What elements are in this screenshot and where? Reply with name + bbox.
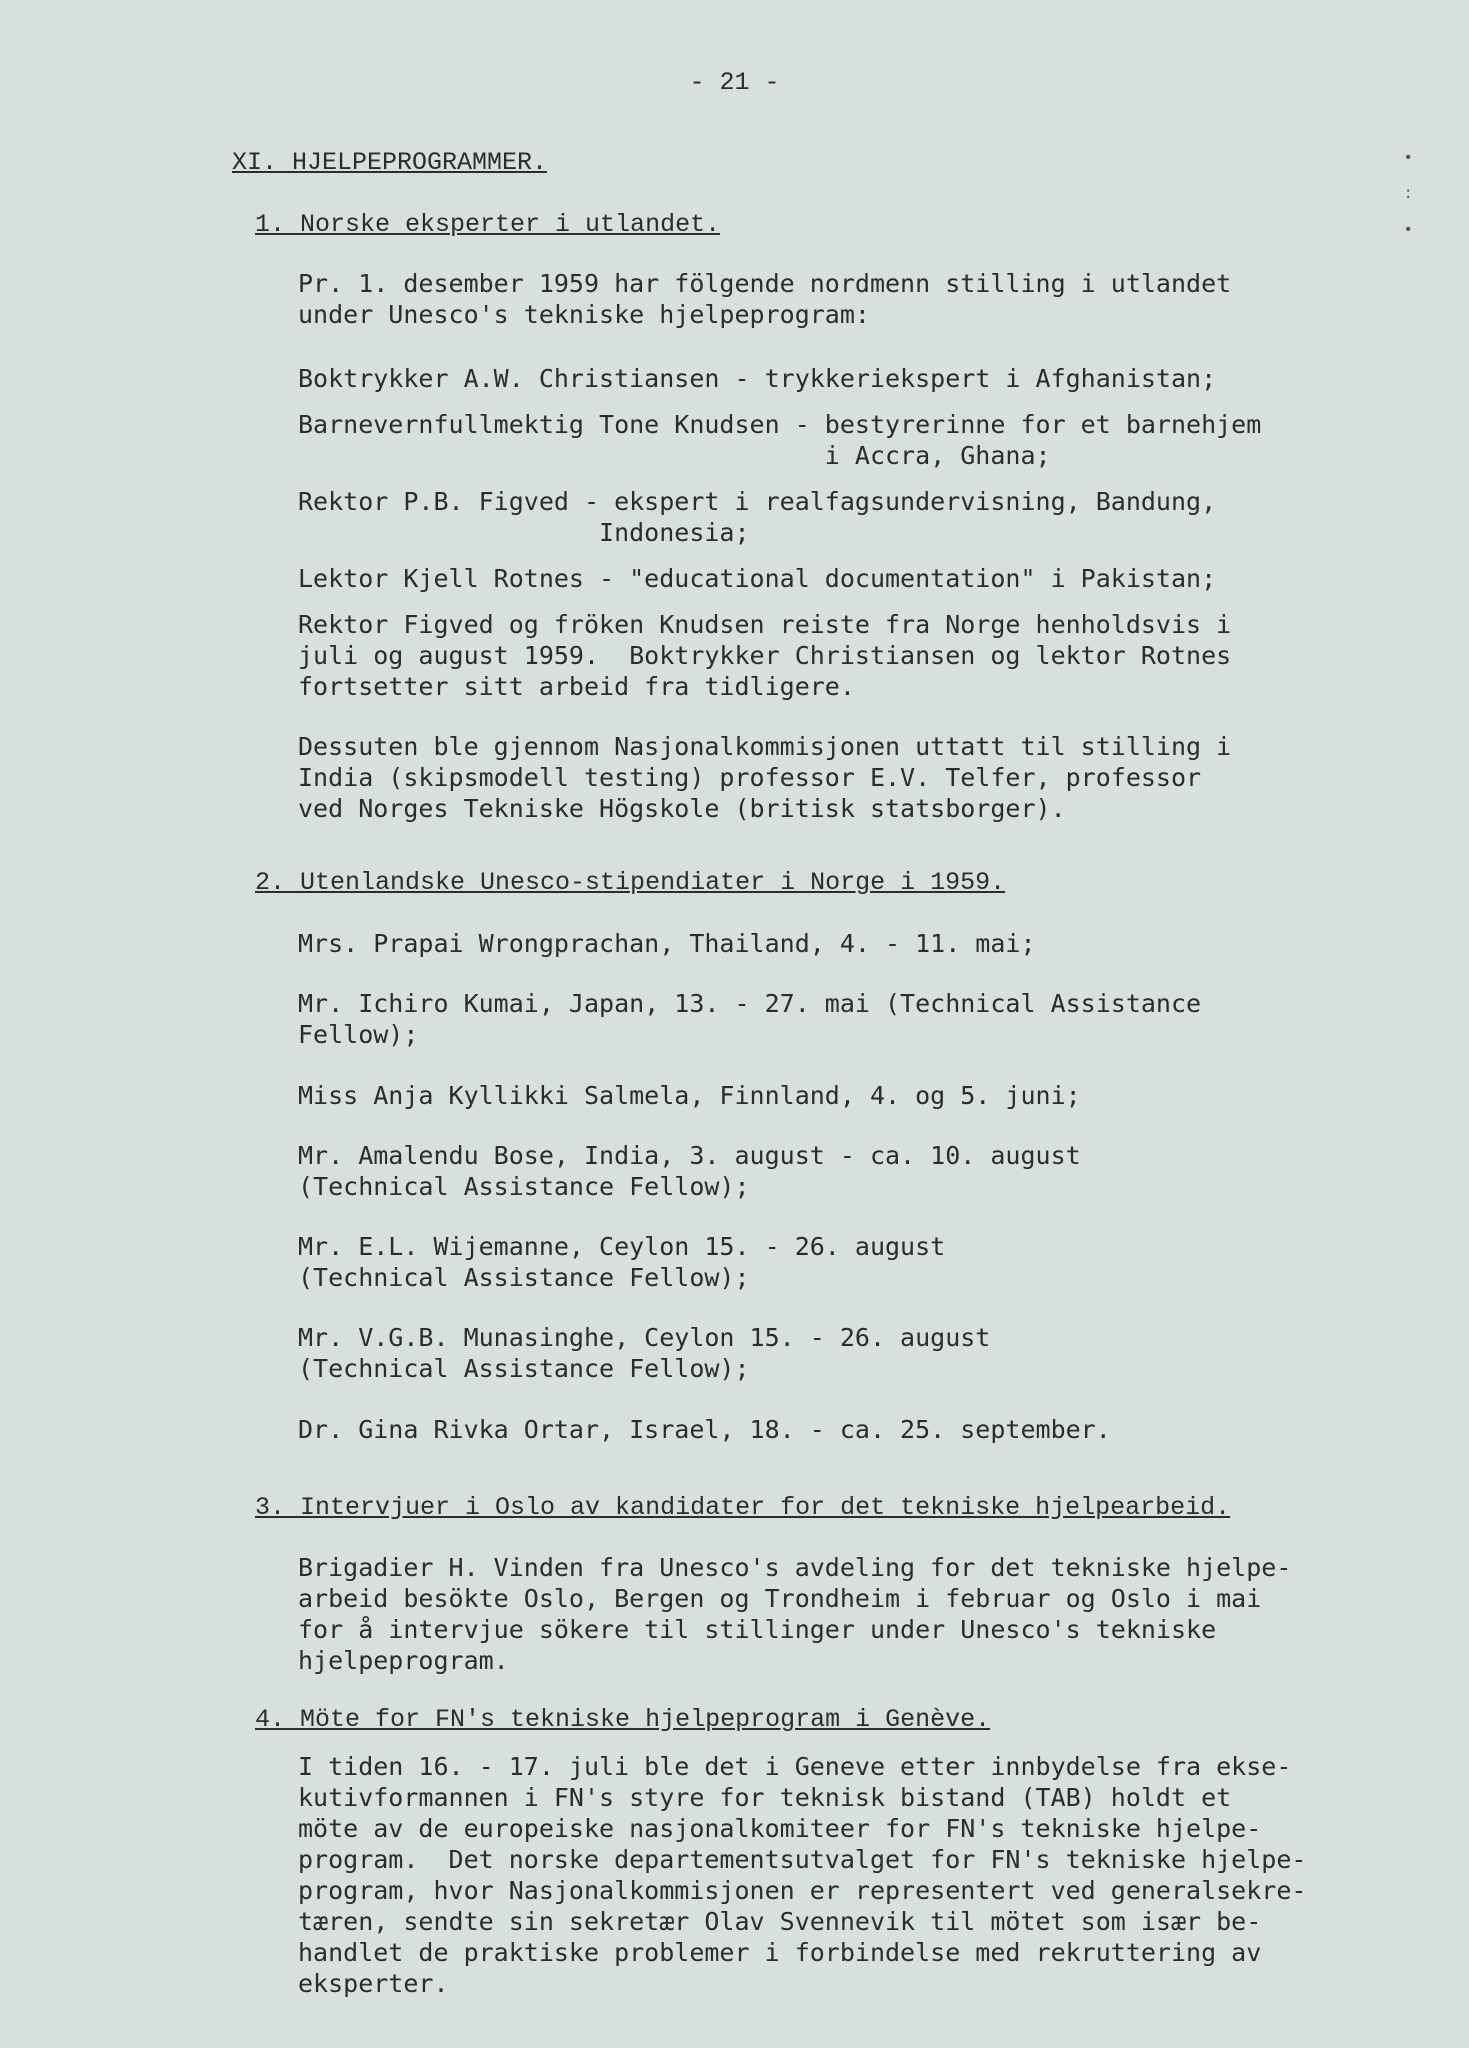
list-item-wrongprachan: Mrs. Prapai Wrongprachan, Thailand, 4. - 11. mai;	[298, 929, 1036, 958]
list-item-wijemanne: Mr. E.L. Wijemanne, Ceylon 15. - 26. august (Technical Assistance Fellow);	[298, 1232, 946, 1292]
paragraph-christiansen: Boktrykker A.W. Christiansen - trykkeriekspert i Afghanistan;	[298, 364, 1217, 393]
list-item-bose: Mr. Amalendu Bose, India, 3. august - ca. 10. august (Technical Assistance Fellow);	[298, 1141, 1081, 1201]
paragraph-figved: Rektor P.B. Figved - ekspert i realfagsundervisning, Bandung, Indonesia;	[298, 487, 1217, 547]
heading-stipendiater: 2. Utenlandske Unesco-stipendiater i Norge i 1959.	[255, 868, 1006, 897]
paragraph-vinden: Brigadier H. Vinden fra Unesco's avdeling for det tekniske hjelpe- arbeid besökte Oslo, Bergen og Trondheim i februar og Oslo i mai for å intervjue sökere til stillinger under Unesco's tekniske hjelpeprogram.	[298, 1553, 1292, 1675]
paragraph-geneve: I tiden 16. - 17. juli ble det i Geneve etter innbydelse fra ekse- kutivformannen i FN's styre for teknisk bistand (TAB) holdt et möte av de europeiske nasjonalkomiteer for FN's tekniske hjelpe- program. Det norske departementsutvalget for FN's tekniske hjelpe- program, hvor Nasjonalkommisjonen er representert ved generalsekre- tæren, sendte sin sekretær Olav Svennevik til mötet som især be- handlet de praktiske problemer i forbindelse med rekruttering av eksperter.	[298, 1752, 1307, 1998]
paragraph-knudsen: Barnevernfullmektig Tone Knudsen - bestyrerinne for et barnehjem i Accra, Ghana;	[298, 410, 1262, 470]
margin-marks: • : •	[1403, 149, 1413, 239]
paragraph-telfer: Dessuten ble gjennom Nasjonalkommisjonen uttatt til stilling i India (skipsmodell testing) professor E.V. Telfer, professor ved Norges Tekniske Högskole (britisk statsborger).	[298, 732, 1232, 823]
list-item-munasinghe: Mr. V.G.B. Munasinghe, Ceylon 15. - 26. august (Technical Assistance Fellow);	[298, 1323, 991, 1383]
list-item-ortar: Dr. Gina Rivka Ortar, Israel, 18. - ca. 25. september.	[298, 1415, 1111, 1444]
section-title: XI. HJELPEPROGRAMMER.	[232, 148, 548, 177]
page-number: - 21 -	[689, 68, 780, 97]
paragraph-departures: Rektor Figved og fröken Knudsen reiste fra Norge henholdsvis i juli og august 1959. Boktrykker Christiansen og lektor Rotnes fortsetter sitt arbeid fra tidligere.	[298, 610, 1232, 701]
list-item-kumai: Mr. Ichiro Kumai, Japan, 13. - 27. mai (Technical Assistance Fellow);	[298, 989, 1202, 1049]
heading-intervjuer: 3. Intervjuer i Oslo av kandidater for det tekniske hjelpearbeid.	[255, 1493, 1231, 1522]
paragraph-intro: Pr. 1. desember 1959 har fölgende nordmenn stilling i utlandet under Unesco's tekniske hjelpeprogram:	[298, 269, 1232, 329]
list-item-salmela: Miss Anja Kyllikki Salmela, Finnland, 4. og 5. juni;	[298, 1081, 1081, 1110]
heading-mote-geneve: 4. Möte for FN's tekniske hjelpeprogram i Genève.	[255, 1705, 991, 1734]
paragraph-rotnes: Lektor Kjell Rotnes - "educational documentation" i Pakistan;	[298, 564, 1217, 593]
heading-norske-eksperter: 1. Norske eksperter i utlandet.	[255, 210, 721, 239]
